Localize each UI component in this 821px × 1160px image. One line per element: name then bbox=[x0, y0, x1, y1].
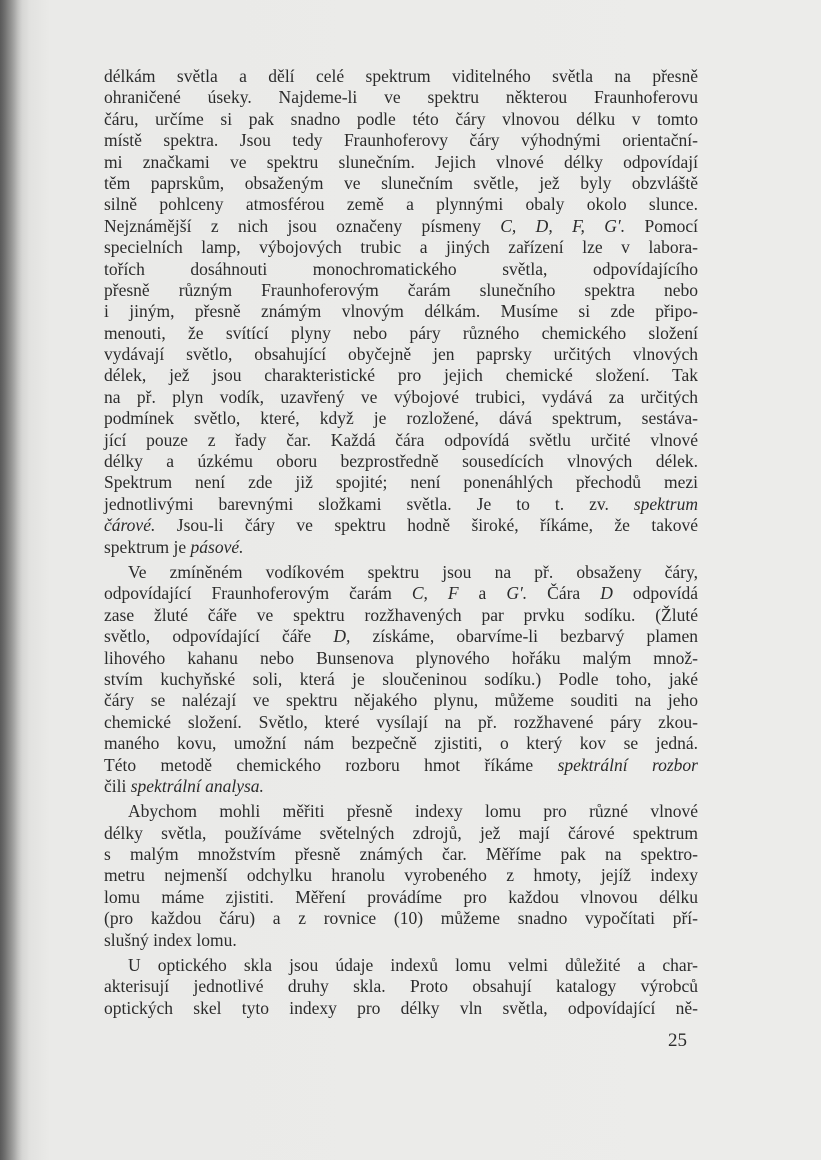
text-line bbox=[104, 823, 698, 844]
text-line bbox=[104, 408, 698, 429]
paragraph bbox=[104, 562, 698, 797]
text-segment: maného kovu, umožní nám bezpečně zjistiti, o který kov se jedná. bbox=[104, 733, 698, 754]
text-segment: i jiným, přesně známým vlnovým délkám. Musíme si zde připo- bbox=[104, 301, 698, 322]
text-segment: čáru, určíme si pak snadno podle této čáry vlnovou délku v tomto bbox=[104, 108, 698, 129]
text-segment: jednotlivými barevnými složkami světla. Je to t. zv. bbox=[104, 493, 634, 514]
text-line bbox=[104, 776, 698, 797]
text-line bbox=[104, 130, 698, 151]
text-segment: lihového kahanu nebo Bunsenova plynového hořáku malým množ- bbox=[104, 647, 698, 668]
text-line bbox=[104, 690, 698, 711]
text-segment: chemické složení. Světlo, které vysílají na př. rozžhavené páry zkou- bbox=[104, 711, 698, 732]
text-line bbox=[104, 280, 698, 301]
text-segment: Čára bbox=[527, 583, 601, 604]
text-segment: Této metodě chemického rozboru hmot říkáme bbox=[104, 754, 558, 775]
page-number: 25 bbox=[668, 1030, 687, 1051]
text-line bbox=[104, 562, 698, 583]
text-segment: délek, jež jsou charakteristické pro jejich chemické složení. Tak bbox=[104, 365, 698, 386]
text-segment: metru nejmenší odchylku hranolu vyrobeného z hmoty, jejíž indexy bbox=[104, 865, 698, 886]
text-segment: zase žluté čáře ve spektru rozžhavených par prvku sodíku. (Žluté bbox=[104, 604, 698, 625]
text-line bbox=[104, 194, 698, 215]
text-line bbox=[104, 472, 698, 493]
text-segment: vydávají světlo, obsahující obyčejně jen paprsky určitých vlnových bbox=[104, 344, 698, 365]
italic-text: spektrální rozbor bbox=[557, 754, 698, 775]
text-line bbox=[104, 152, 698, 173]
text-line bbox=[104, 109, 698, 130]
text-line bbox=[104, 344, 698, 365]
text-line bbox=[104, 998, 698, 1019]
text-line bbox=[104, 237, 698, 258]
text-line bbox=[104, 301, 698, 322]
text-line bbox=[104, 669, 698, 690]
text-line bbox=[104, 451, 698, 472]
text-segment: menouti, že svítící plyny nebo páry různého chemického složení bbox=[104, 322, 698, 343]
text-line bbox=[104, 430, 698, 451]
italic-text: D bbox=[600, 583, 613, 604]
text-line bbox=[104, 626, 698, 647]
text-line bbox=[104, 955, 698, 976]
text-segment: U optického skla jsou údaje indexů lomu velmi důležité a char- bbox=[128, 955, 698, 976]
text-segment: Pomocí bbox=[625, 215, 699, 236]
italic-text: G′. bbox=[506, 583, 528, 604]
text-segment: odpovídající Fraunhoferovým čarám bbox=[104, 583, 412, 604]
text-segment: Nejznámější z nich jsou označeny písmeny bbox=[104, 215, 501, 236]
book-spine-shadow bbox=[0, 0, 22, 1160]
text-segment: lomu máme zjistiti. Měření provádíme pro každou vlnovou délku bbox=[104, 886, 698, 907]
text-line bbox=[104, 733, 698, 754]
text-segment: přesně různým Fraunhoferovým čarám slunečního spektra nebo bbox=[104, 279, 698, 300]
text-segment: optických skel tyto indexy pro délky vln světla, odpovídající ně- bbox=[104, 997, 698, 1018]
text-segment: čili bbox=[104, 775, 131, 796]
text-segment: (pro každou čáru) a z rovnice (10) můžeme snadno vypočítati pří- bbox=[104, 908, 698, 929]
paragraph bbox=[104, 955, 698, 1019]
paragraph bbox=[104, 801, 698, 951]
text-segment: získáme, obarvíme-li bezbarvý plamen bbox=[350, 626, 698, 647]
text-line bbox=[104, 387, 698, 408]
text-line bbox=[104, 712, 698, 733]
text-line bbox=[104, 323, 698, 344]
italic-text: pásové. bbox=[190, 536, 244, 557]
text-segment: specielních lamp, výbojových trubic a jiných zařízení lze v labora- bbox=[104, 237, 698, 258]
text-line bbox=[104, 976, 698, 997]
text-segment: Abychom mohli měřiti přesně indexy lomu pro různé vlnové bbox=[128, 801, 698, 822]
text-segment: slušný index lomu. bbox=[104, 929, 237, 950]
paragraph bbox=[104, 66, 698, 558]
text-segment: těm paprskům, obsaženým ve slunečním světle, jež byly obzvláště bbox=[104, 172, 698, 193]
text-line bbox=[104, 87, 698, 108]
text-segment: ohraničené úseky. Najdeme-li ve spektru některou Fraunhoferovu bbox=[104, 87, 698, 108]
page-body-text bbox=[104, 66, 698, 1019]
text-line bbox=[104, 66, 698, 87]
italic-text: spektrum bbox=[633, 493, 698, 514]
text-segment: délky a úzkému oboru bezprostředně sousedících vlnových délek. bbox=[104, 451, 698, 472]
text-segment: silně pohlceny atmosférou země a plynnými obaly okolo slunce. bbox=[104, 194, 698, 215]
text-segment: tořích dosáhnouti monochromatického světla, odpovídajícího bbox=[104, 258, 698, 279]
text-segment: s malým množstvím přesně známých čar. Měříme pak na spektro- bbox=[104, 844, 698, 865]
text-segment: Jsou-li čáry ve spektru hodně široké, říkáme, že takové bbox=[155, 515, 698, 536]
text-segment: a bbox=[458, 583, 507, 604]
text-segment: Ve zmíněném vodíkovém spektru jsou na př. obsaženy čáry, bbox=[128, 561, 698, 582]
text-segment: jící pouze z řady čar. Každá čára odpovídá světlu určité vlnové bbox=[104, 429, 698, 450]
text-segment: světlo, odpovídající čáře bbox=[104, 626, 334, 647]
text-segment: čáry se nalézají ve spektru nějakého plynu, můžeme souditi na jeho bbox=[104, 690, 698, 711]
text-line bbox=[104, 494, 698, 515]
italic-text: spektrální analysa. bbox=[130, 775, 264, 796]
italic-text: C, D, F, G′. bbox=[500, 215, 626, 236]
text-line bbox=[104, 908, 698, 929]
text-line bbox=[104, 930, 698, 951]
text-line bbox=[104, 887, 698, 908]
text-line bbox=[104, 216, 698, 237]
text-line bbox=[104, 259, 698, 280]
text-segment: délkám světla a dělí celé spektrum viditelného světla na přesně bbox=[104, 66, 698, 86]
text-segment: Spektrum není zde již spojité; není ponenáhlých přechodů mezi bbox=[104, 472, 698, 493]
text-segment: mi značkami ve spektru slunečním. Jejich vlnové délky odpovídají bbox=[104, 151, 698, 172]
italic-text: D, bbox=[333, 626, 351, 647]
text-line bbox=[104, 583, 698, 604]
italic-text: C, F bbox=[411, 583, 459, 604]
text-line bbox=[104, 865, 698, 886]
text-segment: místě spektra. Jsou tedy Fraunhoferovy čáry výhodnými orientační- bbox=[104, 130, 698, 151]
italic-text: čárové. bbox=[104, 515, 156, 536]
text-segment: akterisují jednotlivé druhy skla. Proto obsahují katalogy výrobců bbox=[104, 976, 698, 997]
text-segment: na př. plyn vodík, uzavřený ve výbojové trubici, vydává za určitých bbox=[104, 386, 698, 407]
text-line bbox=[104, 844, 698, 865]
text-segment: spektrum je bbox=[104, 536, 191, 557]
text-line bbox=[104, 605, 698, 626]
text-segment: odpovídá bbox=[612, 583, 698, 604]
text-line bbox=[104, 648, 698, 669]
text-line bbox=[104, 537, 698, 558]
text-line bbox=[104, 755, 698, 776]
text-line bbox=[104, 801, 698, 822]
text-segment: stvím kuchyňské soli, která je sloučeninou sodíku.) Podle toho, jaké bbox=[104, 668, 698, 689]
text-segment: podmínek světlo, které, když je rozložené, dává spektrum, sestáva- bbox=[104, 408, 698, 429]
text-line bbox=[104, 515, 698, 536]
text-segment: délky světla, používáme světelných zdrojů, jež mají čárové spektrum bbox=[104, 822, 698, 843]
text-line bbox=[104, 173, 698, 194]
text-line bbox=[104, 365, 698, 386]
